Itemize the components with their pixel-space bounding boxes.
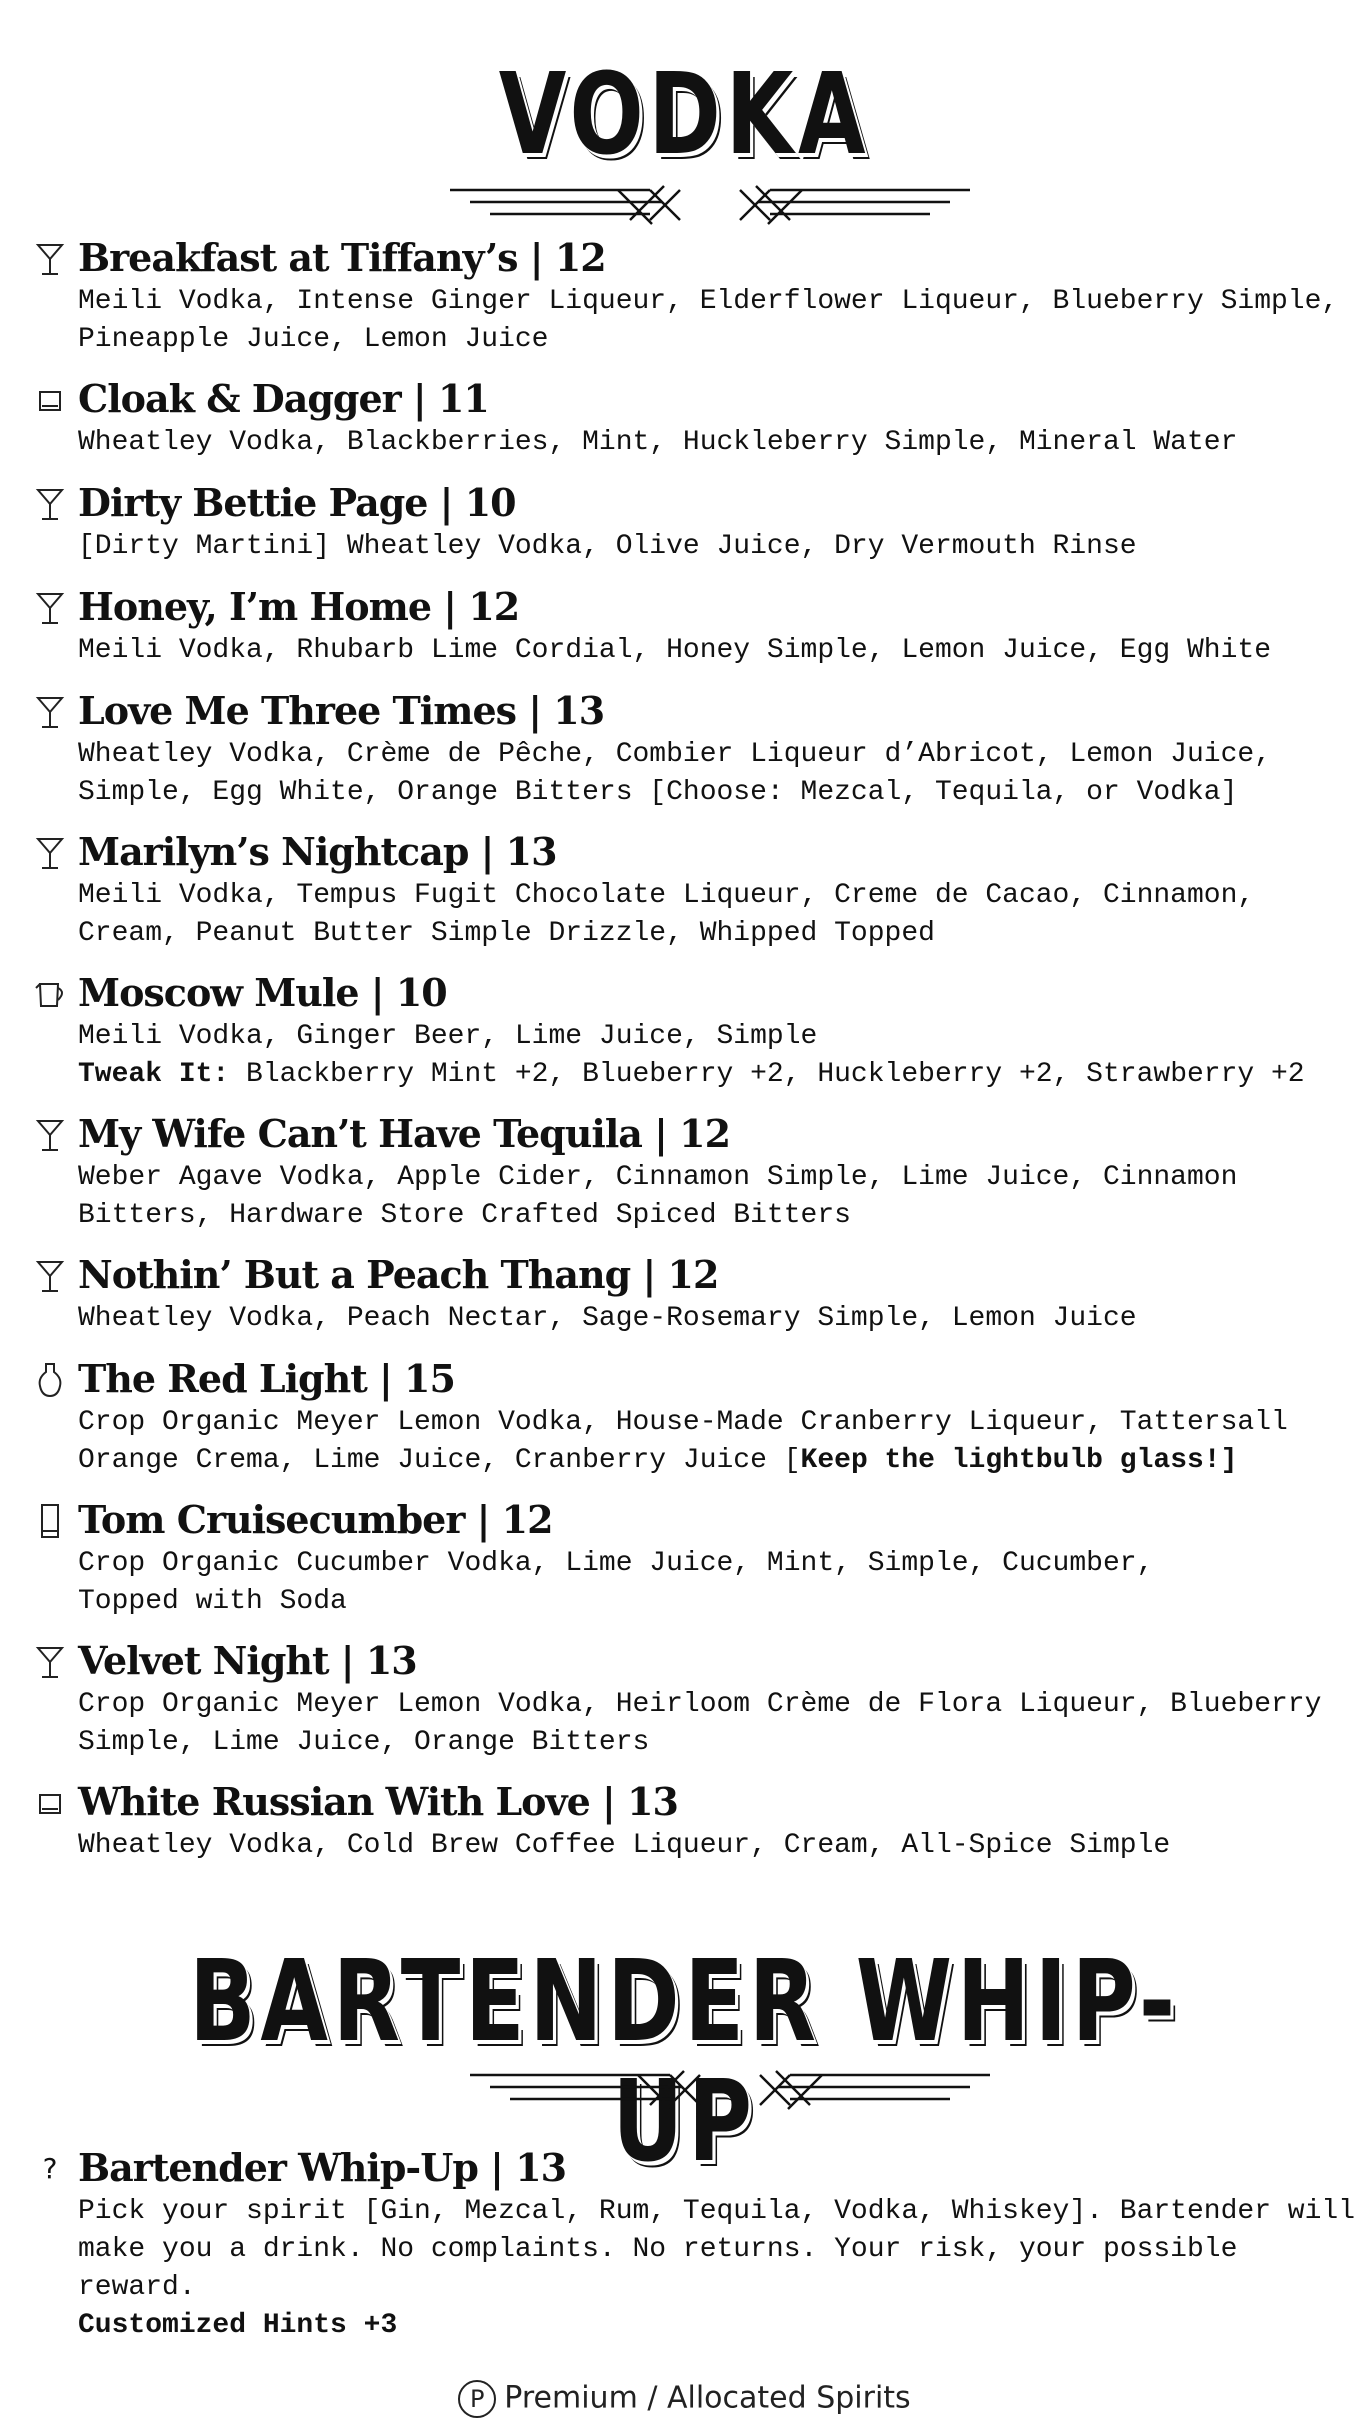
menu-item-name: Honey, I’m Home | 12	[78, 584, 520, 629]
menu-item-description: Pick your spirit [Gin, Mezcal, Rum, Tequila, Vodka, Whiskey]. Bartender will make you a drink. No complaints. No returns. Your risk, your possible reward. Customized Hints +3	[78, 2196, 1356, 2341]
menu-item-name: Cloak & Dagger | 11	[78, 376, 489, 421]
menu-item-name: Breakfast at Tiffany’s | 12	[78, 235, 606, 280]
menu-item-description: Crop Organic Meyer Lemon Vodka, House-Made Cranberry Liqueur, Tattersall Orange Crema, Lime Juice, Cranberry Juice [Keep the lightbulb glass!]	[78, 1407, 1288, 1476]
menu-item-description: Meili Vodka, Intense Ginger Liqueur, Elderflower Liqueur, Blueberry Simple, Pineapple Juice, Lemon Juice	[78, 286, 1339, 355]
menu-item-name: Nothin’ But a Peach Thang | 12	[78, 1252, 719, 1297]
lightbulb-glass-icon	[30, 1360, 70, 1400]
menu-item-description: Meili Vodka, Tempus Fugit Chocolate Liqueur, Creme de Cacao, Cinnamon, Cream, Peanut Butter Simple Drizzle, Whipped Topped	[78, 880, 1255, 949]
menu-item-name: Bartender Whip-Up | 13	[78, 2145, 567, 2190]
decorative-divider	[460, 2065, 1000, 2125]
tweak-it-label: Tweak It:	[78, 1059, 230, 1090]
martini-glass-icon	[30, 588, 70, 628]
customized-hints-note: Customized Hints +3	[78, 2310, 398, 2341]
lightbulb-note: Keep the lightbulb glass!	[800, 1445, 1221, 1476]
menu-item-description: [Dirty Martini] Wheatley Vodka, Olive Juice, Dry Vermouth Rinse	[78, 531, 1137, 562]
menu-item-description: Wheatley Vodka, Crème de Pêche, Combier Liqueur d’Abricot, Lemon Juice, Simple, Egg White, Orange Bitters [Choose: Mezcal, Tequila, or Vodka]	[78, 739, 1271, 808]
martini-glass-icon	[30, 833, 70, 873]
premium-p-icon: P	[458, 2380, 496, 2418]
menu-item-description: Weber Agave Vodka, Apple Cider, Cinnamon Simple, Lime Juice, Cinnamon Bitters, Hardware Store Crafted Spiced Bitters	[78, 1162, 1238, 1231]
menu-item-name: My Wife Can’t Have Tequila | 12	[78, 1111, 731, 1156]
question-mark-icon: ?	[42, 2152, 58, 2185]
section-title-vodka: VODKA	[498, 50, 871, 180]
menu-item-description: Meili Vodka, Rhubarb Lime Cordial, Honey Simple, Lemon Juice, Egg White	[78, 635, 1271, 666]
menu-item-name: Tom Cruisecumber | 12	[78, 1497, 553, 1542]
section-title-bartender-whip-up: BARTENDER WHIP-UP	[189, 1937, 1180, 2187]
decorative-divider	[440, 180, 980, 240]
collins-glass-icon	[30, 1501, 70, 1541]
footer-legend	[0, 2380, 1369, 2418]
menu-item-name: The Red Light | 15	[78, 1356, 455, 1401]
copper-mug-icon	[30, 974, 70, 1014]
martini-glass-icon	[30, 484, 70, 524]
menu-item-description: Meili Vodka, Ginger Beer, Lime Juice, Simple Tweak It: Blackberry Mint +2, Blueberry +2, Huckleberry +2, Strawberry +2	[78, 1021, 1305, 1090]
menu-item-name: Velvet Night | 13	[78, 1638, 417, 1683]
martini-glass-icon	[30, 692, 70, 732]
menu-item-name: Dirty Bettie Page | 10	[78, 480, 516, 525]
menu-item-description: Crop Organic Cucumber Vodka, Lime Juice, Mint, Simple, Cucumber, Topped with Soda	[78, 1548, 1154, 1617]
menu-item-name: Love Me Three Times | 13	[78, 688, 605, 733]
menu-item-description: Wheatley Vodka, Cold Brew Coffee Liqueur, Cream, All-Spice Simple	[78, 1830, 1171, 1861]
rocks-glass-icon	[30, 1783, 70, 1823]
martini-glass-icon	[30, 239, 70, 279]
menu-item-description: Wheatley Vodka, Blackberries, Mint, Huckleberry Simple, Mineral Water	[78, 427, 1238, 458]
menu-item-name: Moscow Mule | 10	[78, 970, 447, 1015]
martini-glass-icon	[30, 1115, 70, 1155]
martini-glass-icon	[30, 1642, 70, 1682]
menu-item-description: Wheatley Vodka, Peach Nectar, Sage-Rosemary Simple, Lemon Juice	[78, 1303, 1137, 1334]
menu-item-description: Crop Organic Meyer Lemon Vodka, Heirloom Crème de Flora Liqueur, Blueberry Simple, Lime Juice, Orange Bitters	[78, 1689, 1322, 1758]
martini-glass-icon	[30, 1256, 70, 1296]
footer-text: Premium / Allocated Spirits	[504, 2380, 911, 2416]
rocks-glass-icon	[30, 380, 70, 420]
menu-item-name: Marilyn’s Nightcap | 13	[78, 829, 557, 874]
menu-item-name: White Russian With Love | 13	[78, 1779, 678, 1824]
